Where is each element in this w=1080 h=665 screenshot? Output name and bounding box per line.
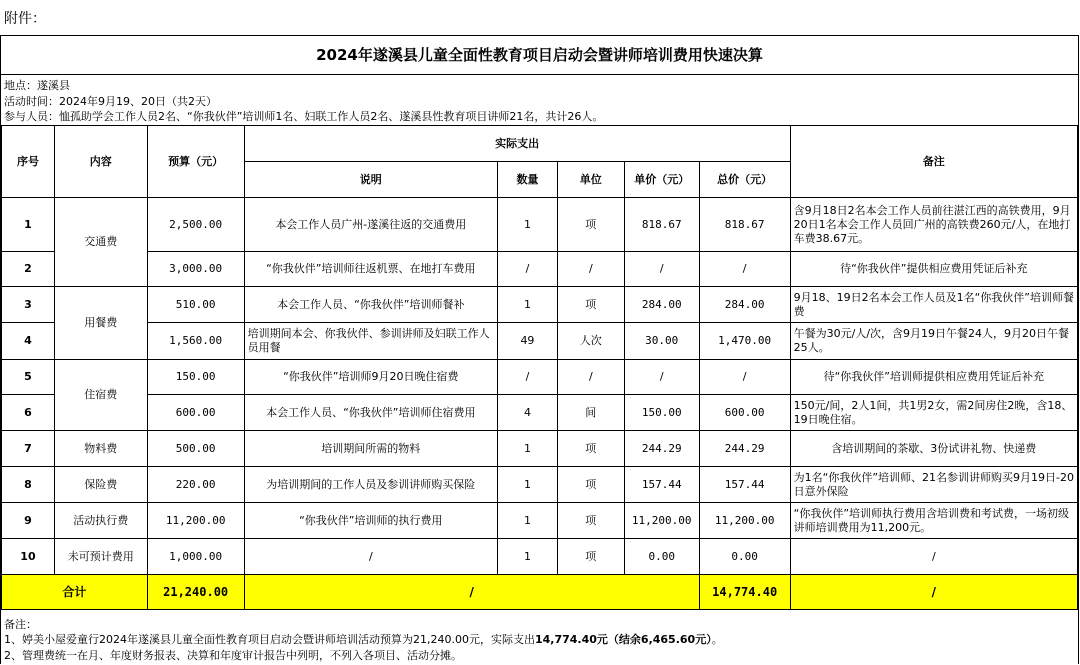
row-desc: 本会工作人员广州-遂溪往返的交通费用 <box>244 198 497 252</box>
row-budget: 1,000.00 <box>147 539 244 575</box>
row-qty: 1 <box>498 503 558 539</box>
row-budget: 510.00 <box>147 287 244 323</box>
row-total: 600.00 <box>699 395 790 431</box>
row-price: 30.00 <box>624 323 699 360</box>
notes-line-2: 2、管理费统一在月、年度财务报表、决算和年度审计报告中列明，不列入各项目、活动分摊。 <box>4 649 462 662</box>
row-remark: 含培训期间的茶歇、3份试讲礼物、快递费 <box>790 431 1077 467</box>
total-actual: 14,774.40 <box>699 575 790 610</box>
group-meals: 用餐费 <box>54 287 147 360</box>
total-row <box>2 575 1078 610</box>
header-no: 序号 <box>2 126 55 198</box>
row-desc: / <box>244 539 497 575</box>
row-budget: 1,560.00 <box>147 323 244 360</box>
row-unit: 项 <box>557 287 624 323</box>
row-total: 818.67 <box>699 198 790 252</box>
row-total: / <box>699 252 790 287</box>
group-transport: 交通费 <box>54 198 147 287</box>
table-row <box>2 539 1078 575</box>
header-qty: 数量 <box>498 162 558 198</box>
row-price: 244.29 <box>624 431 699 467</box>
info-location: 地点：遂溪县 <box>4 79 70 92</box>
row-price: / <box>624 252 699 287</box>
row-no: 3 <box>2 287 55 323</box>
row-remark: 待“你我伙伴”培训师提供相应费用凭证后补充 <box>790 360 1077 395</box>
row-total: 244.29 <box>699 431 790 467</box>
header-actual: 实际支出 <box>244 126 790 162</box>
row-no: 7 <box>2 431 55 467</box>
table-row <box>2 395 1078 431</box>
row-content: 保险费 <box>54 467 147 503</box>
row-unit: 项 <box>557 198 624 252</box>
row-no: 4 <box>2 323 55 360</box>
row-remark: 含9月18日2名本会工作人员前往湛江西的高铁费用，9月20日1名本会工作人员回广州的高铁费260元/人，在地打车费38.67元。 <box>790 198 1077 252</box>
row-desc: 培训期间所需的物料 <box>244 431 497 467</box>
table-row <box>2 252 1078 287</box>
row-budget: 11,200.00 <box>147 503 244 539</box>
row-no: 9 <box>2 503 55 539</box>
group-lodging: 住宿费 <box>54 360 147 431</box>
row-remark: 9月18、19日2名本会工作人员及1名“你我伙伴”培训师餐费 <box>790 287 1077 323</box>
table-row <box>2 431 1078 467</box>
row-total: / <box>699 360 790 395</box>
row-desc: “你我伙伴”培训师9月20日晚住宿费 <box>244 360 497 395</box>
row-price: / <box>624 360 699 395</box>
row-desc: “你我伙伴”培训师往返机票、在地打车费用 <box>244 252 497 287</box>
total-remark: / <box>790 575 1077 610</box>
table-row <box>2 323 1078 360</box>
row-no: 5 <box>2 360 55 395</box>
row-qty: 49 <box>498 323 558 360</box>
row-price: 818.67 <box>624 198 699 252</box>
row-unit: 项 <box>557 539 624 575</box>
row-no: 1 <box>2 198 55 252</box>
row-qty: 1 <box>498 198 558 252</box>
notes-line-1-bold: 14,774.40元（结余6,465.60元） <box>534 633 712 646</box>
row-unit: 项 <box>557 503 624 539</box>
row-desc: 培训期间本会、你我伙伴、参训讲师及妇联工作人员用餐 <box>244 323 497 360</box>
row-price: 157.44 <box>624 467 699 503</box>
notes-line-1-prefix: 1、婷美小屋爱童行2024年遂溪县儿童全面性教育项目启动会暨讲师培训活动预算为21,240.00元，实际支出 <box>4 633 535 646</box>
row-remark: “你我伙伴”培训师执行费用含培训费和考试费，一场初级讲师培训费用为11,200元。 <box>790 503 1077 539</box>
row-budget: 600.00 <box>147 395 244 431</box>
row-content: 未可预计费用 <box>54 539 147 575</box>
row-price: 150.00 <box>624 395 699 431</box>
total-budget: 21,240.00 <box>147 575 244 610</box>
row-qty: 1 <box>498 431 558 467</box>
row-qty: 1 <box>498 287 558 323</box>
row-budget: 150.00 <box>147 360 244 395</box>
header-total: 总价（元） <box>699 162 790 198</box>
header-unit: 单位 <box>557 162 624 198</box>
header-budget: 预算（元） <box>147 126 244 198</box>
row-unit: / <box>557 252 624 287</box>
row-budget: 3,000.00 <box>147 252 244 287</box>
expense-table <box>1 125 1078 610</box>
page-title: 2024年遂溪县儿童全面性教育项目启动会暨讲师培训费用快速决算 <box>1 35 1078 75</box>
header-content: 内容 <box>54 126 147 198</box>
row-desc: “你我伙伴”培训师的执行费用 <box>244 503 497 539</box>
table-row <box>2 198 1078 252</box>
row-no: 8 <box>2 467 55 503</box>
total-label: 合计 <box>2 575 148 610</box>
info-time: 活动时间：2024年9月19、20日（共2天） <box>4 95 217 108</box>
row-content: 活动执行费 <box>54 503 147 539</box>
header-desc: 说明 <box>244 162 497 198</box>
row-no: 2 <box>2 252 55 287</box>
row-remark: 午餐为30元/人/次，含9月19日午餐24人，9月20日午餐25人。 <box>790 323 1077 360</box>
row-unit: 项 <box>557 467 624 503</box>
row-content: 物料费 <box>54 431 147 467</box>
row-desc: 本会工作人员、“你我伙伴”培训师餐补 <box>244 287 497 323</box>
row-price: 0.00 <box>624 539 699 575</box>
expense-sheet <box>0 35 1079 664</box>
row-budget: 220.00 <box>147 467 244 503</box>
row-qty: 1 <box>498 467 558 503</box>
row-remark: / <box>790 539 1077 575</box>
table-row <box>2 503 1078 539</box>
row-qty: / <box>498 360 558 395</box>
notes-line-1 <box>4 631 723 647</box>
row-qty: / <box>498 252 558 287</box>
row-qty: 4 <box>498 395 558 431</box>
row-no: 10 <box>2 539 55 575</box>
row-qty: 1 <box>498 539 558 575</box>
row-budget: 500.00 <box>147 431 244 467</box>
total-actual-slash: / <box>244 575 699 610</box>
notes-header: 备注： <box>4 618 37 631</box>
row-total: 0.00 <box>699 539 790 575</box>
row-budget: 2,500.00 <box>147 198 244 252</box>
row-remark: 150元/间，2人1间，共1男2女，需2间房住2晚，含18、19日晚住宿。 <box>790 395 1077 431</box>
header-remark: 备注 <box>790 126 1077 198</box>
attachment-label: 附件： <box>4 11 46 27</box>
row-total: 1,470.00 <box>699 323 790 360</box>
row-unit: 项 <box>557 431 624 467</box>
header-price: 单价（元） <box>624 162 699 198</box>
row-total: 157.44 <box>699 467 790 503</box>
row-no: 6 <box>2 395 55 431</box>
row-remark: 为1名“你我伙伴”培训师、21名参训讲师购买9月19日-20日意外保险 <box>790 467 1077 503</box>
table-row <box>2 467 1078 503</box>
row-remark: 待“你我伙伴”提供相应费用凭证后补充 <box>790 252 1077 287</box>
row-desc: 本会工作人员、“你我伙伴”培训师住宿费用 <box>244 395 497 431</box>
row-total: 284.00 <box>699 287 790 323</box>
row-price: 11,200.00 <box>624 503 699 539</box>
info-participants: 参与人员：恤孤助学会工作人员2名、“你我伙伴”培训师1名、妇联工作人员2名、遂溪县性教育项目讲师21名，共计26人。 <box>4 110 604 123</box>
row-unit: / <box>557 360 624 395</box>
row-unit: 人次 <box>557 323 624 360</box>
row-total: 11,200.00 <box>699 503 790 539</box>
row-price: 284.00 <box>624 287 699 323</box>
row-unit: 间 <box>557 395 624 431</box>
table-row <box>2 287 1078 323</box>
notes-line-1-suffix: 。 <box>711 633 723 646</box>
row-desc: 为培训期间的工作人员及参训讲师购买保险 <box>244 467 497 503</box>
table-row <box>2 360 1078 395</box>
